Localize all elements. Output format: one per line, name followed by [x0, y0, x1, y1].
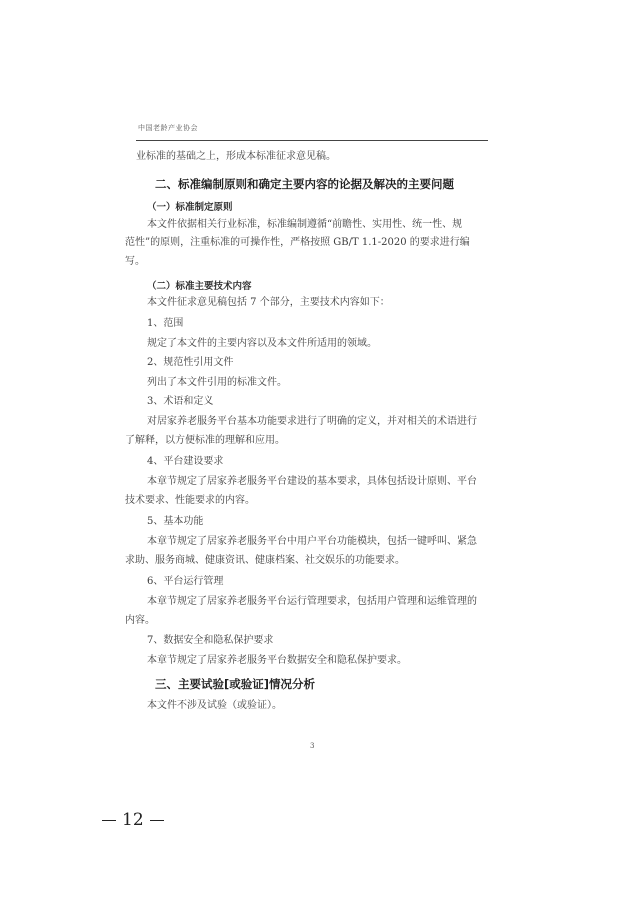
body-line: 技术要求、性能要求的内容。	[125, 495, 255, 506]
body-line: 本文件征求意见稿包括 7 个部分，主要技术内容如下：	[147, 297, 390, 308]
subsection-heading-1: （一）标准制定原则	[147, 202, 233, 213]
inner-page-number: 3	[310, 742, 315, 750]
item-heading: 1、范围	[147, 318, 184, 329]
body-line: 范性”的原则，注重标准的可操作性，严格按照 GB/T 1.1-2020 的要求进行编	[125, 237, 470, 248]
footer-dash-left	[102, 820, 116, 821]
body-line: 规定了本文件的主要内容以及本文件所适用的领域。	[147, 338, 377, 349]
body-line: 求助、服务商城、健康资讯、健康档案、社交娱乐的功能要求。	[125, 555, 405, 566]
body-line: 本文件不涉及试验（或验证）。	[147, 700, 282, 711]
body-line: 列出了本文件引用的标准文件。	[147, 377, 287, 388]
section-heading-3: 三、主要试验[或验证]情况分析	[155, 677, 316, 691]
subsection-heading-2: （二）标准主要技术内容	[147, 281, 252, 292]
item-heading: 3、术语和定义	[147, 396, 214, 407]
body-line: 本文件依据相关行业标准，标准编制遵循“前瞻性、实用性、统一性、规	[147, 219, 463, 230]
footer-page-number-text: 12	[122, 810, 144, 830]
item-heading: 5、基本功能	[147, 516, 204, 527]
header-divider	[136, 140, 488, 141]
body-line: 本章节规定了居家养老服务平台数据安全和隐私保护要求。	[147, 655, 407, 666]
item-heading: 2、规范性引用文件	[147, 357, 234, 368]
body-line: 本章节规定了居家养老服务平台中用户平台功能模块，包括一键呼叫、紧急	[147, 536, 477, 547]
footer-dash-right	[150, 820, 164, 821]
body-line: 了解释，以方便标准的理解和应用。	[125, 435, 285, 446]
body-line: 本章节规定了居家养老服务平台运行管理要求，包括用户管理和运维管理的	[147, 596, 477, 607]
item-heading: 6、平台运行管理	[147, 576, 224, 587]
section-heading-2: 二、标准编制原则和确定主要内容的论据及解决的主要问题	[155, 177, 454, 191]
item-heading: 4、平台建设要求	[147, 456, 224, 467]
item-heading: 7、数据安全和隐私保护要求	[147, 635, 274, 646]
body-line: 对居家养老服务平台基本功能要求进行了明确的定义，并对相关的术语进行	[147, 416, 477, 427]
body-line: 写。	[125, 256, 145, 267]
footer-page-number	[96, 810, 170, 830]
body-line: 业标准的基础之上，形成本标准征求意见稿。	[136, 151, 336, 162]
body-line: 内容。	[125, 615, 155, 626]
body-line: 本章节规定了居家养老服务平台建设的基本要求，具体包括设计原则、平台	[147, 476, 477, 487]
header-organization: 中国老龄产业协会	[138, 124, 198, 132]
